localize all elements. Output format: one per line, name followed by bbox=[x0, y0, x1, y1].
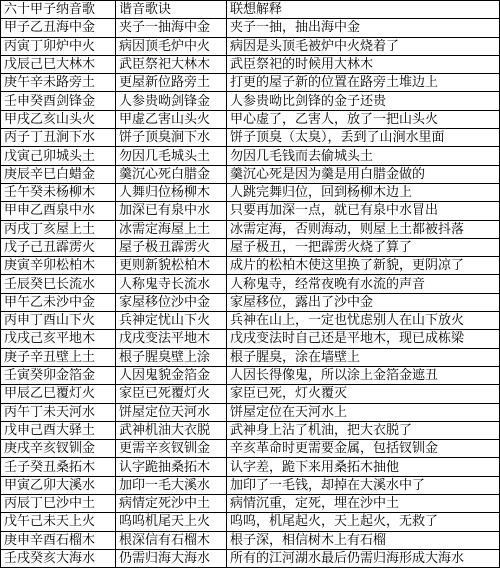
table-row bbox=[1, 55, 500, 73]
table-row bbox=[1, 92, 500, 110]
explanation-cell: 武臣祭祀的时候用大林木 bbox=[227, 55, 500, 73]
table-row bbox=[1, 421, 500, 439]
homophone-cell: 更需辛亥钗钏金 bbox=[116, 440, 227, 458]
explanation-cell: 人跳完舞归位，回到杨柳木边上 bbox=[227, 183, 500, 201]
table-row bbox=[1, 476, 500, 494]
explanation-cell: 所有的江河湖水最后仍需归海形成大海水 bbox=[227, 549, 500, 567]
table-row bbox=[1, 293, 500, 311]
homophone-cell: 饼子顶臭涧下水 bbox=[116, 129, 227, 147]
table-row bbox=[1, 147, 500, 165]
table-row bbox=[1, 74, 500, 92]
table-row bbox=[1, 129, 500, 147]
nayin-cell: 戊午己未天上火 bbox=[1, 513, 116, 531]
homophone-cell: 人称鬼寺长流水 bbox=[116, 275, 227, 293]
homophone-cell: 认字跪抽桑拓木 bbox=[116, 458, 227, 476]
homophone-cell: 人参贵呦剑锋金 bbox=[116, 92, 227, 110]
homophone-cell: 加印一毛大溪水 bbox=[116, 476, 227, 494]
nayin-cell: 甲寅乙卯大溪水 bbox=[1, 476, 116, 494]
explanation-cell: 屋子极丑，一把霹雳火烧了算了 bbox=[227, 238, 500, 256]
nayin-cell: 庚午辛未路旁土 bbox=[1, 74, 116, 92]
nayin-cell: 壬午癸未杨柳木 bbox=[1, 183, 116, 201]
nayin-cell: 戊子己丑霹雳火 bbox=[1, 238, 116, 256]
header-cell-nayin-song: 六十甲子纳音歌 bbox=[1, 1, 116, 19]
nayin-cell: 庚寅辛卯松柏木 bbox=[1, 257, 116, 275]
explanation-cell: 家屋移位，露出了沙中金 bbox=[227, 293, 500, 311]
homophone-cell: 家臣已死覆灯火 bbox=[116, 385, 227, 403]
table-row bbox=[1, 220, 500, 238]
table-row bbox=[1, 366, 500, 384]
explanation-cell: 病因是头顶毛被炉中火烧着了 bbox=[227, 37, 500, 55]
table-row bbox=[1, 458, 500, 476]
explanation-cell: 加印了一毛钱，却掉在大溪水中了 bbox=[227, 476, 500, 494]
homophone-cell: 加深已有泉中水 bbox=[116, 202, 227, 220]
table-row bbox=[1, 495, 500, 513]
nayin-cell: 庚申辛酉石榴木 bbox=[1, 531, 116, 549]
nayin-cell: 壬申癸酉剑锋金 bbox=[1, 92, 116, 110]
table-row bbox=[1, 110, 500, 128]
nayin-cell: 壬辰癸巳长流水 bbox=[1, 275, 116, 293]
homophone-cell: 更则新貌松柏木 bbox=[116, 257, 227, 275]
explanation-cell: 饼子顶臭（太臭），丢到了山涧水里面 bbox=[227, 129, 500, 147]
table-row bbox=[1, 531, 500, 549]
nayin-cell: 壬子癸丑桑拓木 bbox=[1, 458, 116, 476]
homophone-cell: 屋子极丑霹雳火 bbox=[116, 238, 227, 256]
table-row bbox=[1, 202, 500, 220]
table-row bbox=[1, 183, 500, 201]
table-row bbox=[1, 275, 500, 293]
homophone-cell: 人因鬼貌金箔金 bbox=[116, 366, 227, 384]
homophone-cell: 病因顶毛炉中火 bbox=[116, 37, 227, 55]
homophone-cell: 羹沉心死白腊金 bbox=[116, 165, 227, 183]
nayin-cell: 戊申己酉大驿土 bbox=[1, 421, 116, 439]
explanation-cell: 家臣已死，灯火覆灭 bbox=[227, 385, 500, 403]
table-row bbox=[1, 312, 500, 330]
homophone-cell: 更屋新位路旁土 bbox=[116, 74, 227, 92]
homophone-cell: 兵神定忧山下火 bbox=[116, 312, 227, 330]
explanation-cell: 勿因几毛钱而去偷城头土 bbox=[227, 147, 500, 165]
explanation-cell: 兵神在山上，一定也忧虑别人在山下放火 bbox=[227, 312, 500, 330]
header-row bbox=[1, 1, 500, 19]
homophone-cell: 家屋移位沙中金 bbox=[116, 293, 227, 311]
nayin-cell: 戊戌己亥平地木 bbox=[1, 330, 116, 348]
explanation-cell: 戊戌变法时自己还是平地木，现已成栋梁 bbox=[227, 330, 500, 348]
explanation-cell: 呜呜，机尾起火，天上起火，无救了 bbox=[227, 513, 500, 531]
explanation-cell: 成片的松柏木使这里换了新貌，更阴凉了 bbox=[227, 257, 500, 275]
nayin-cell: 丙午丁未天河水 bbox=[1, 403, 116, 421]
table-body bbox=[1, 19, 500, 568]
explanation-cell: 人称鬼寺，经常夜晚有水流的声音 bbox=[227, 275, 500, 293]
header-cell-homophone-rhyme: 谐音歌诀 bbox=[116, 1, 227, 19]
nayin-cell: 庚子辛丑壁上土 bbox=[1, 348, 116, 366]
nayin-cell: 丙戌丁亥屋上土 bbox=[1, 220, 116, 238]
homophone-cell: 饼屋定位天河水 bbox=[116, 403, 227, 421]
table-row bbox=[1, 238, 500, 256]
nayin-cell: 丙子丁丑涧下水 bbox=[1, 129, 116, 147]
nayin-cell: 壬寅癸卯金箔金 bbox=[1, 366, 116, 384]
explanation-cell: 冰需定海，否则海动，则屋上土都被抖落 bbox=[227, 220, 500, 238]
nayin-cell: 甲子乙丑海中金 bbox=[1, 19, 116, 37]
nayin-cell: 戊寅己卯城头土 bbox=[1, 147, 116, 165]
explanation-cell: 辛亥革命时更需要金属，包括钗钏金 bbox=[227, 440, 500, 458]
table-row bbox=[1, 403, 500, 421]
explanation-cell: 夹子一抽，抽出海中金 bbox=[227, 19, 500, 37]
explanation-cell: 认字差，跪下来用桑拓木抽他 bbox=[227, 458, 500, 476]
explanation-cell: 羹沉心死是因为羹是用白腊金做的 bbox=[227, 165, 500, 183]
nayin-cell: 丙申丁酉山下火 bbox=[1, 312, 116, 330]
nayin-cell: 甲申乙酉泉中水 bbox=[1, 202, 116, 220]
explanation-cell: 人因长得像鬼，所以涂上金箔金遮丑 bbox=[227, 366, 500, 384]
explanation-cell: 武神身上沾了机油，把大衣脱了 bbox=[227, 421, 500, 439]
nayin-cell: 壬戌癸亥大海水 bbox=[1, 549, 116, 567]
nayin-cell: 戊辰己巳大林木 bbox=[1, 55, 116, 73]
explanation-cell: 打更的屋子新的位置在路旁土堆边上 bbox=[227, 74, 500, 92]
homophone-cell: 病情定死沙中土 bbox=[116, 495, 227, 513]
homophone-cell: 呜呜机尾天上火 bbox=[116, 513, 227, 531]
homophone-cell: 甲虚乙害山头火 bbox=[116, 110, 227, 128]
nayin-cell: 庚戌辛亥钗钏金 bbox=[1, 440, 116, 458]
nayin-cell: 甲午乙未沙中金 bbox=[1, 293, 116, 311]
explanation-cell: 人参贵呦比剑锋的金子还贵 bbox=[227, 92, 500, 110]
table-row bbox=[1, 348, 500, 366]
homophone-cell: 冰需定海屋上土 bbox=[116, 220, 227, 238]
homophone-cell: 武臣祭祀大林木 bbox=[116, 55, 227, 73]
nayin-cell: 甲戌乙亥山头火 bbox=[1, 110, 116, 128]
table-row bbox=[1, 257, 500, 275]
explanation-cell: 根子深，相信树木上有石榴 bbox=[227, 531, 500, 549]
explanation-cell: 根子腥臭，涂在墙壁上 bbox=[227, 348, 500, 366]
table-row bbox=[1, 330, 500, 348]
homophone-cell: 夹子一抽海中金 bbox=[116, 19, 227, 37]
table-row bbox=[1, 165, 500, 183]
homophone-cell: 人舞归位杨柳木 bbox=[116, 183, 227, 201]
homophone-cell: 武神机油大衣脱 bbox=[116, 421, 227, 439]
homophone-cell: 戊戌变法平地木 bbox=[116, 330, 227, 348]
table-row bbox=[1, 37, 500, 55]
table-row bbox=[1, 549, 500, 567]
table-row bbox=[1, 19, 500, 37]
header-cell-association-explanation: 联想解释 bbox=[227, 1, 500, 19]
explanation-cell: 饼屋定位在天河水上 bbox=[227, 403, 500, 421]
table-row bbox=[1, 513, 500, 531]
nayin-cell: 丙寅丁卯炉中火 bbox=[1, 37, 116, 55]
nayin-cell: 丙辰丁巳沙中土 bbox=[1, 495, 116, 513]
table-row bbox=[1, 440, 500, 458]
explanation-cell: 甲心虚了，乙害人，放了一把山头火 bbox=[227, 110, 500, 128]
nayin-cell: 甲辰乙巳覆灯火 bbox=[1, 385, 116, 403]
homophone-cell: 根子腥臭壁上涂 bbox=[116, 348, 227, 366]
homophone-cell: 仍需归海大海水 bbox=[116, 549, 227, 567]
homophone-cell: 勿因几毛城头土 bbox=[116, 147, 227, 165]
explanation-cell: 病情沉重，定死，埋在沙中土 bbox=[227, 495, 500, 513]
nayin-cell: 庚辰辛巳白蜡金 bbox=[1, 165, 116, 183]
table-row bbox=[1, 385, 500, 403]
homophone-cell: 根深信有石榴木 bbox=[116, 531, 227, 549]
explanation-cell: 只要再加深一点，就已有泉中水冒出 bbox=[227, 202, 500, 220]
